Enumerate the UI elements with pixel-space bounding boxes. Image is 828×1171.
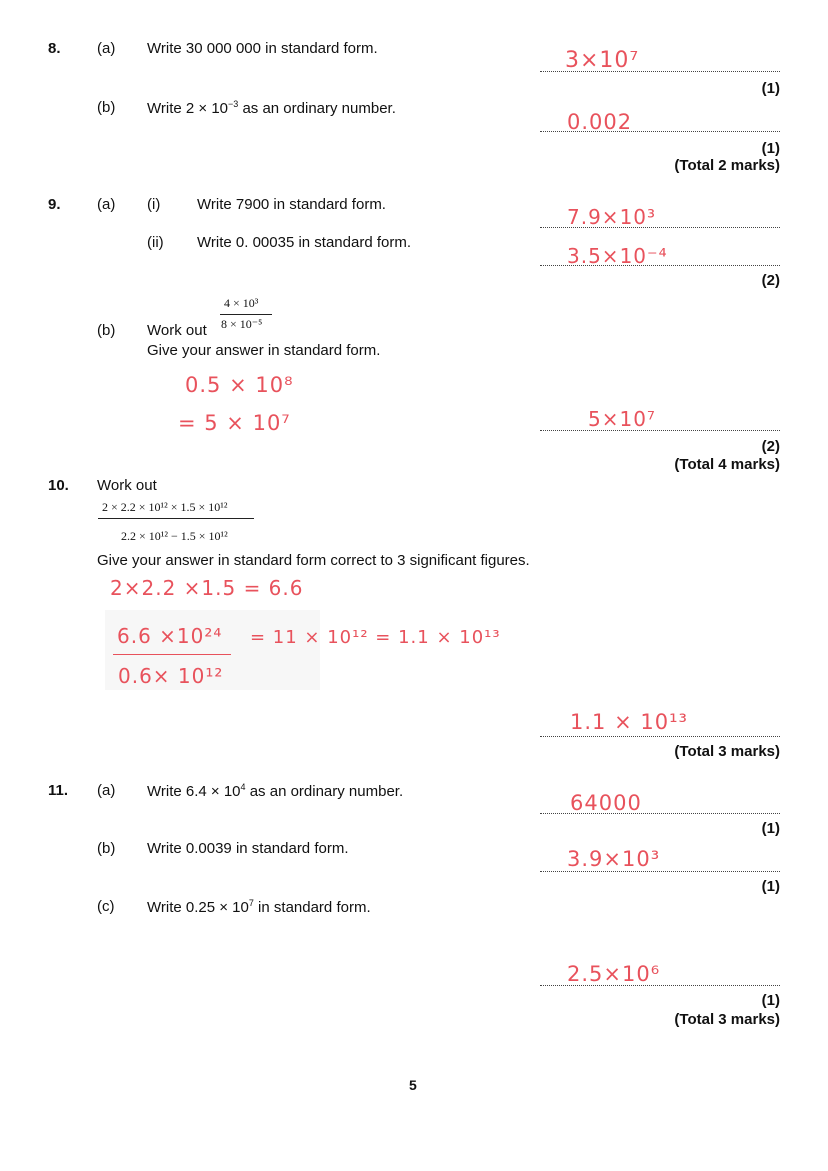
q10-working-numerator: 6.6 ×10²⁴ bbox=[117, 624, 223, 648]
q9b-text: Work out bbox=[147, 322, 207, 339]
q11a-mark: (1) bbox=[761, 820, 780, 837]
q9b-mark: (2) bbox=[761, 438, 780, 455]
q10-text: Work out bbox=[97, 477, 157, 494]
q8-total: (Total 2 marks) bbox=[674, 157, 780, 174]
q9b-working-line1: 0.5 × 10⁸ bbox=[185, 373, 294, 397]
q8a-answer-line bbox=[540, 71, 780, 72]
q10-fraction-bar bbox=[98, 518, 254, 519]
q9a-mark: (2) bbox=[761, 272, 780, 289]
q10-working-fraction-bar bbox=[113, 654, 231, 655]
q8b-label: (b) bbox=[97, 99, 116, 116]
q8b-answer-line bbox=[540, 131, 780, 132]
q9aii-text: Write 0. 00035 in standard form. bbox=[197, 234, 411, 251]
q11b-label: (b) bbox=[97, 840, 116, 857]
q9-total: (Total 4 marks) bbox=[674, 456, 780, 473]
q11b-text: Write 0.0039 in standard form. bbox=[147, 840, 349, 857]
q9aii-label: (ii) bbox=[147, 234, 164, 251]
q9a-label: (a) bbox=[97, 196, 116, 213]
q9b-answer: 5×10⁷ bbox=[588, 407, 656, 431]
q10-fraction-denominator: 2.2 × 10¹² − 1.5 × 10¹² bbox=[121, 529, 228, 543]
q11b-mark: (1) bbox=[761, 878, 780, 895]
q8a-answer: 3×10⁷ bbox=[565, 48, 640, 73]
q10-answer: 1.1 × 10¹³ bbox=[570, 710, 688, 734]
q9b-label: (b) bbox=[97, 322, 116, 339]
q11c-text: Write $0.25 \times 10^7$ in standard form. bbox=[147, 898, 371, 916]
q8b-mark: (1) bbox=[761, 140, 780, 157]
q11c-mark: (1) bbox=[761, 992, 780, 1009]
q11a-label: (a) bbox=[97, 782, 116, 799]
q10-working-result: = 11 × 10¹² = 1.1 × 10¹³ bbox=[250, 627, 501, 648]
q11a-text: Write $6.4 \times 10^4$ as an ordinary number. bbox=[147, 782, 404, 800]
q9aii-answer-line bbox=[540, 265, 780, 266]
q8b-text: Write $2 \times 10^{-3}$ as an ordinary number. bbox=[147, 99, 396, 117]
q11c-label: (c) bbox=[97, 898, 115, 915]
q8b-answer: 0.002 bbox=[567, 110, 633, 134]
q11b-answer: 3.9×10³ bbox=[567, 847, 661, 871]
q8-number: 8. bbox=[48, 40, 61, 57]
q9aii-answer: 3.5×10⁻⁴ bbox=[567, 244, 668, 268]
q9ai-answer-line bbox=[540, 227, 780, 228]
q8a-text: Write 30 000 000 in standard form. bbox=[147, 40, 378, 57]
q8a-label: (a) bbox=[97, 40, 116, 57]
q10-answer-line bbox=[540, 736, 780, 737]
q9ai-text: Write 7900 in standard form. bbox=[197, 196, 386, 213]
q10-fraction-numerator: 2 × 2.2 × 10¹² × 1.5 × 10¹² bbox=[102, 500, 228, 514]
q9b-working-line2: = 5 × 10⁷ bbox=[178, 411, 291, 435]
q11-total: (Total 3 marks) bbox=[674, 1011, 780, 1028]
q9b-fraction-denominator: 8 × 10⁻⁵ bbox=[221, 317, 263, 331]
page-number: 5 bbox=[409, 1077, 417, 1093]
q11c-answer-line bbox=[540, 985, 780, 986]
q9b-answer-line bbox=[540, 430, 780, 431]
q11b-answer-line bbox=[540, 871, 780, 872]
q8a-mark: (1) bbox=[761, 80, 780, 97]
q10-instruction: Give your answer in standard form correct to 3 significant figures. bbox=[97, 552, 530, 569]
q10-working-denominator: 0.6× 10¹² bbox=[118, 664, 224, 688]
q11a-answer-line bbox=[540, 813, 780, 814]
q11a-answer: 64000 bbox=[570, 791, 642, 815]
q9ai-label: (i) bbox=[147, 196, 161, 213]
q9b-fraction-bar bbox=[220, 314, 272, 315]
q10-working-line1: 2×2.2 ×1.5 = 6.6 bbox=[110, 576, 304, 600]
q9ai-answer: 7.9×10³ bbox=[567, 205, 657, 229]
q9b-instruction: Give your answer in standard form. bbox=[147, 342, 381, 359]
q10-number: 10. bbox=[48, 477, 69, 494]
q9-number: 9. bbox=[48, 196, 61, 213]
q9b-fraction-numerator: 4 × 10³ bbox=[224, 296, 259, 310]
q11c-answer: 2.5×10⁶ bbox=[567, 962, 661, 986]
q11-number: 11. bbox=[48, 782, 69, 799]
q10-total: (Total 3 marks) bbox=[674, 743, 780, 760]
